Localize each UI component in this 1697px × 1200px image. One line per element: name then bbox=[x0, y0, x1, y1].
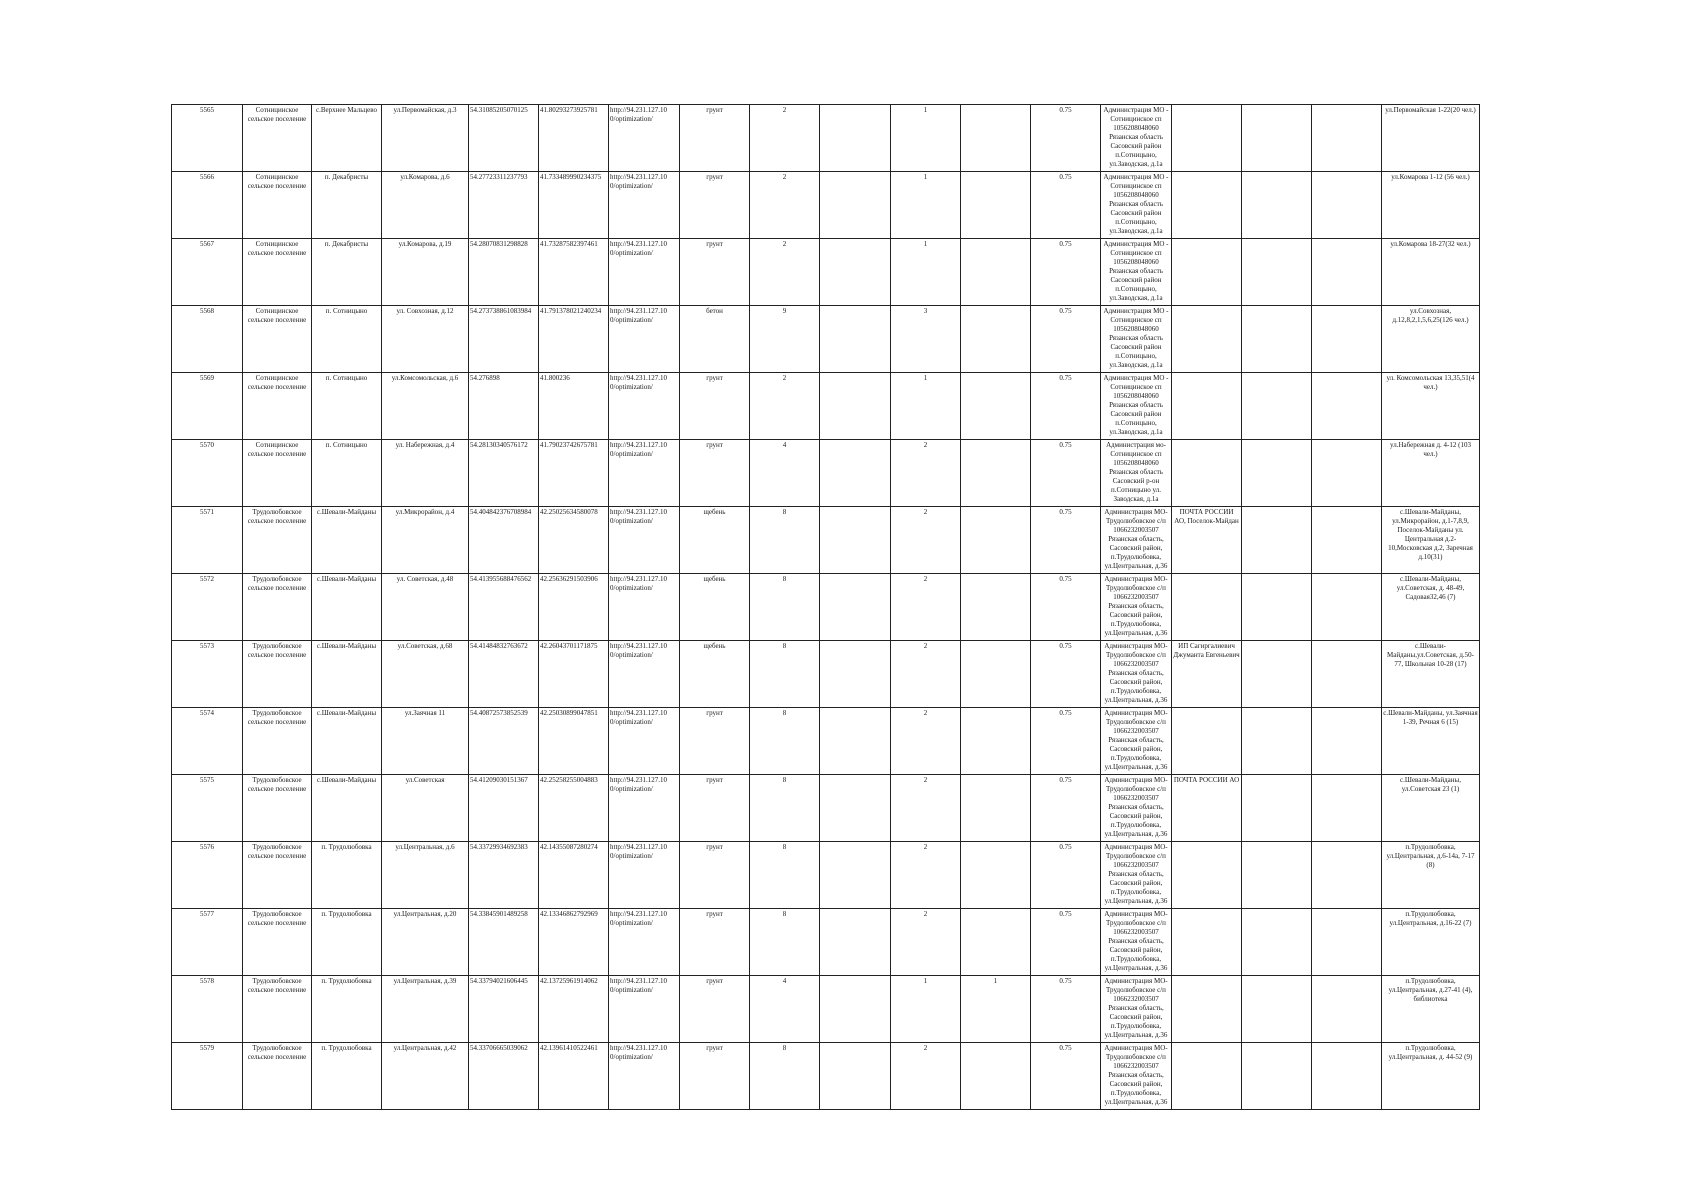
latitude-cell: 54.27723311237793 bbox=[469, 172, 539, 239]
table-body bbox=[172, 105, 1480, 1110]
volume-cell: 0.75 bbox=[1031, 775, 1101, 842]
locality-cell: п. Сотницыно bbox=[312, 440, 382, 507]
table-row bbox=[172, 440, 1480, 507]
empty-cell bbox=[820, 842, 891, 909]
empty-cell bbox=[820, 909, 891, 976]
address-cell: ул.Первомайская, д.3 bbox=[382, 105, 469, 172]
area-cell: 8 bbox=[750, 842, 820, 909]
map-link-cell[interactable]: http://94.231.127.10 0/optimization/ bbox=[609, 373, 680, 440]
empty-cell bbox=[1242, 708, 1312, 775]
table-row bbox=[172, 909, 1480, 976]
surface-cell: грунт bbox=[680, 1043, 750, 1110]
settlement-cell: Сотницинское сельское поселение bbox=[243, 440, 312, 507]
organization-cell bbox=[1172, 976, 1242, 1043]
address-cell: ул.Микрорайон, д.4 bbox=[382, 507, 469, 574]
area-cell: 8 bbox=[750, 641, 820, 708]
empty-cell bbox=[1242, 440, 1312, 507]
containers-count-cell: 2 bbox=[891, 641, 961, 708]
row-number: 5579 bbox=[172, 1043, 243, 1110]
extra-count-cell bbox=[961, 775, 1031, 842]
extra-count-cell: 1 bbox=[961, 976, 1031, 1043]
volume-cell: 0.75 bbox=[1031, 842, 1101, 909]
row-number: 5571 bbox=[172, 507, 243, 574]
owner-cell: Администрация МО-Трудолюбовское с/п 1066232003507 Рязанская область, Сасовский район, п.Трудолюбовка, ул.Центральная, д.36 bbox=[1101, 976, 1172, 1043]
address-cell: ул.Советская bbox=[382, 775, 469, 842]
address-cell: ул.Комарова, д.6 bbox=[382, 172, 469, 239]
settlement-cell: Трудолюбовское сельское поселение bbox=[243, 708, 312, 775]
area-cell: 2 bbox=[750, 105, 820, 172]
volume-cell: 0.75 bbox=[1031, 641, 1101, 708]
table-row bbox=[172, 976, 1480, 1043]
locality-cell: п. Декабристы bbox=[312, 239, 382, 306]
settlement-cell: Трудолюбовское сельское поселение bbox=[243, 507, 312, 574]
surface-cell: щебень bbox=[680, 574, 750, 641]
empty-cell bbox=[1242, 641, 1312, 708]
settlement-cell: Сотницинское сельское поселение bbox=[243, 105, 312, 172]
waste-sources-cell: п.Трудолюбовка, ул.Центральная, д.16-22 (7) bbox=[1382, 909, 1480, 976]
surface-cell: грунт bbox=[680, 842, 750, 909]
organization-cell bbox=[1172, 842, 1242, 909]
empty-cell bbox=[1312, 775, 1382, 842]
map-link-cell[interactable]: http://94.231.127.10 0/optimization/ bbox=[609, 105, 680, 172]
map-link-cell[interactable]: http://94.231.127.10 0/optimization/ bbox=[609, 172, 680, 239]
owner-cell: Администрация МО-Трудолюбовское с/п 1066232003507 Рязанская область, Сасовский район, п.Трудолюбовка, ул.Центральная, д.36 bbox=[1101, 507, 1172, 574]
waste-sources-cell: ул.Совхозная, д.12,8,2,1,5,6,25(126 чел.) bbox=[1382, 306, 1480, 373]
waste-sources-cell: ул. Комсомольская 13,35,51(4 чел.) bbox=[1382, 373, 1480, 440]
table-row bbox=[172, 1043, 1480, 1110]
surface-cell: грунт bbox=[680, 775, 750, 842]
table-row bbox=[172, 172, 1480, 239]
row-number: 5570 bbox=[172, 440, 243, 507]
map-link-cell[interactable]: http://94.231.127.10 0/optimization/ bbox=[609, 1043, 680, 1110]
owner-cell: Администрация МО - Сотницинское сп 1056208048060 Рязанская область Сасовский район п.Сотницыно, ул.Заводская, д.1а bbox=[1101, 172, 1172, 239]
owner-cell: Администрация МО-Трудолюбовское с/п 1066232003507 Рязанская область, Сасовский район, п.Трудолюбовка, ул.Центральная, д.36 bbox=[1101, 708, 1172, 775]
area-cell: 9 bbox=[750, 306, 820, 373]
containers-count-cell: 2 bbox=[891, 574, 961, 641]
row-number: 5574 bbox=[172, 708, 243, 775]
longitude-cell: 41.79023742675781 bbox=[539, 440, 609, 507]
empty-cell bbox=[820, 976, 891, 1043]
latitude-cell: 54.41484832763672 bbox=[469, 641, 539, 708]
waste-sources-cell: с.Шевали-Майданы, ул.Советская 23 (1) bbox=[1382, 775, 1480, 842]
row-number: 5568 bbox=[172, 306, 243, 373]
organization-cell: ПОЧТА РОССИИ АО bbox=[1172, 775, 1242, 842]
extra-count-cell bbox=[961, 105, 1031, 172]
latitude-cell: 54.40872573852539 bbox=[469, 708, 539, 775]
volume-cell: 0.75 bbox=[1031, 976, 1101, 1043]
empty-cell bbox=[1312, 574, 1382, 641]
organization-cell bbox=[1172, 105, 1242, 172]
empty-cell bbox=[1242, 775, 1312, 842]
organization-cell bbox=[1172, 373, 1242, 440]
extra-count-cell bbox=[961, 574, 1031, 641]
locality-cell: п. Трудолюбовка bbox=[312, 976, 382, 1043]
waste-sources-cell: ул.Первомайская 1-22(20 чел.) bbox=[1382, 105, 1480, 172]
latitude-cell: 54.33706665039062 bbox=[469, 1043, 539, 1110]
empty-cell bbox=[1312, 507, 1382, 574]
row-number: 5575 bbox=[172, 775, 243, 842]
area-cell: 8 bbox=[750, 507, 820, 574]
map-link-cell[interactable]: http://94.231.127.10 0/optimization/ bbox=[609, 507, 680, 574]
extra-count-cell bbox=[961, 842, 1031, 909]
area-cell: 8 bbox=[750, 909, 820, 976]
organization-cell bbox=[1172, 574, 1242, 641]
locality-cell: с.Верхнее Мальцево bbox=[312, 105, 382, 172]
containers-count-cell: 1 bbox=[891, 172, 961, 239]
longitude-cell: 41.733489990234375 bbox=[539, 172, 609, 239]
containers-count-cell: 2 bbox=[891, 775, 961, 842]
empty-cell bbox=[1242, 842, 1312, 909]
empty-cell bbox=[1242, 172, 1312, 239]
settlement-cell: Трудолюбовское сельское поселение bbox=[243, 1043, 312, 1110]
empty-cell bbox=[1312, 306, 1382, 373]
settlement-cell: Трудолюбовское сельское поселение bbox=[243, 574, 312, 641]
empty-cell bbox=[1312, 440, 1382, 507]
area-cell: 4 bbox=[750, 440, 820, 507]
volume-cell: 0.75 bbox=[1031, 507, 1101, 574]
empty-cell bbox=[1312, 172, 1382, 239]
volume-cell: 0.75 bbox=[1031, 1043, 1101, 1110]
longitude-cell: 42.13346862792969 bbox=[539, 909, 609, 976]
settlement-cell: Сотницинское сельское поселение bbox=[243, 172, 312, 239]
locality-cell: п. Трудолюбовка bbox=[312, 1043, 382, 1110]
map-link-cell[interactable]: http://94.231.127.10 0/optimization/ bbox=[609, 641, 680, 708]
latitude-cell: 54.33729934692383 bbox=[469, 842, 539, 909]
table-row bbox=[172, 842, 1480, 909]
owner-cell: Администрация МО-Трудолюбовское с/п 1066232003507 Рязанская область, Сасовский район, п.Трудолюбовка, ул.Центральная, д.36 bbox=[1101, 574, 1172, 641]
owner-cell: Администрация МО-Трудолюбовское с/п 1066232003507 Рязанская область, Сасовский район, п.Трудолюбовка, ул.Центральная, д.36 bbox=[1101, 1043, 1172, 1110]
area-cell: 2 bbox=[750, 239, 820, 306]
owner-cell: Администрация мо-Сотницинское сп 1056208048060 Рязанская область Сасовский р-он п.Сотницыно ул. Заводская, д.1а bbox=[1101, 440, 1172, 507]
empty-cell bbox=[1242, 373, 1312, 440]
extra-count-cell bbox=[961, 239, 1031, 306]
map-link-cell[interactable]: http://94.231.127.10 0/optimization/ bbox=[609, 239, 680, 306]
longitude-cell: 41.800236 bbox=[539, 373, 609, 440]
empty-cell bbox=[1242, 909, 1312, 976]
extra-count-cell bbox=[961, 708, 1031, 775]
extra-count-cell bbox=[961, 507, 1031, 574]
address-cell: ул.Заячная 11 bbox=[382, 708, 469, 775]
empty-cell bbox=[820, 1043, 891, 1110]
organization-cell bbox=[1172, 708, 1242, 775]
area-cell: 8 bbox=[750, 1043, 820, 1110]
empty-cell bbox=[1312, 105, 1382, 172]
locality-cell: с.Шевали-Майданы bbox=[312, 708, 382, 775]
latitude-cell: 54.28130340576172 bbox=[469, 440, 539, 507]
table-row bbox=[172, 105, 1480, 172]
latitude-cell: 54.33794021606445 bbox=[469, 976, 539, 1043]
surface-cell: грунт bbox=[680, 239, 750, 306]
extra-count-cell bbox=[961, 909, 1031, 976]
map-link-cell[interactable]: http://94.231.127.10 0/optimization/ bbox=[609, 708, 680, 775]
containers-count-cell: 2 bbox=[891, 440, 961, 507]
volume-cell: 0.75 bbox=[1031, 574, 1101, 641]
registry-table bbox=[171, 104, 1480, 1110]
locality-cell: с.Шевали-Майданы bbox=[312, 507, 382, 574]
surface-cell: грунт bbox=[680, 105, 750, 172]
empty-cell bbox=[1242, 976, 1312, 1043]
organization-cell: ИП Сагиргалиевич Джуманта Евгеньевич bbox=[1172, 641, 1242, 708]
area-cell: 2 bbox=[750, 373, 820, 440]
settlement-cell: Трудолюбовское сельское поселение bbox=[243, 909, 312, 976]
containers-count-cell: 1 bbox=[891, 373, 961, 440]
latitude-cell: 54.276898 bbox=[469, 373, 539, 440]
empty-cell bbox=[820, 105, 891, 172]
locality-cell: п. Декабристы bbox=[312, 172, 382, 239]
locality-cell: с.Шевали-Майданы bbox=[312, 574, 382, 641]
waste-sources-cell: ул.Комарова 1-12 (56 чел.) bbox=[1382, 172, 1480, 239]
longitude-cell: 42.13961410522461 bbox=[539, 1043, 609, 1110]
empty-cell bbox=[820, 641, 891, 708]
row-number: 5567 bbox=[172, 239, 243, 306]
empty-cell bbox=[820, 172, 891, 239]
empty-cell bbox=[1242, 574, 1312, 641]
volume-cell: 0.75 bbox=[1031, 306, 1101, 373]
volume-cell: 0.75 bbox=[1031, 909, 1101, 976]
settlement-cell: Трудолюбовское сельское поселение bbox=[243, 775, 312, 842]
latitude-cell: 54.273738861083984 bbox=[469, 306, 539, 373]
latitude-cell: 54.31085205070125 bbox=[469, 105, 539, 172]
empty-cell bbox=[1312, 842, 1382, 909]
longitude-cell: 41.80293273925781 bbox=[539, 105, 609, 172]
extra-count-cell bbox=[961, 172, 1031, 239]
latitude-cell: 54.404842376708984 bbox=[469, 507, 539, 574]
extra-count-cell bbox=[961, 373, 1031, 440]
empty-cell bbox=[820, 708, 891, 775]
organization-cell bbox=[1172, 239, 1242, 306]
address-cell: ул.Центральная, д.39 bbox=[382, 976, 469, 1043]
map-link-cell[interactable]: http://94.231.127.10 0/optimization/ bbox=[609, 440, 680, 507]
containers-count-cell: 1 bbox=[891, 239, 961, 306]
surface-cell: грунт bbox=[680, 373, 750, 440]
waste-sources-cell: ул.Набережная д. 4-12 (103 чел.) bbox=[1382, 440, 1480, 507]
longitude-cell: 42.13725961914062 bbox=[539, 976, 609, 1043]
locality-cell: п. Трудолюбовка bbox=[312, 909, 382, 976]
organization-cell bbox=[1172, 172, 1242, 239]
organization-cell bbox=[1172, 909, 1242, 976]
address-cell: ул.Комсомольская, д.6 bbox=[382, 373, 469, 440]
surface-cell: грунт bbox=[680, 172, 750, 239]
settlement-cell: Сотницинское сельское поселение bbox=[243, 306, 312, 373]
settlement-cell: Трудолюбовское сельское поселение bbox=[243, 641, 312, 708]
area-cell: 8 bbox=[750, 574, 820, 641]
volume-cell: 0.75 bbox=[1031, 440, 1101, 507]
table-row bbox=[172, 239, 1480, 306]
containers-count-cell: 2 bbox=[891, 1043, 961, 1110]
surface-cell: грунт bbox=[680, 708, 750, 775]
containers-count-cell: 2 bbox=[891, 708, 961, 775]
row-number: 5577 bbox=[172, 909, 243, 976]
address-cell: ул. Совхозная, д.12 bbox=[382, 306, 469, 373]
latitude-cell: 54.413955688476562 bbox=[469, 574, 539, 641]
surface-cell: щебень bbox=[680, 507, 750, 574]
owner-cell: Администрация МО - Сотницинское сп 1056208048060 Рязанская область Сасовский район п.Сотницыно, ул.Заводская, д.1а bbox=[1101, 306, 1172, 373]
containers-count-cell: 1 bbox=[891, 105, 961, 172]
address-cell: ул. Советская, д.48 bbox=[382, 574, 469, 641]
empty-cell bbox=[1242, 306, 1312, 373]
table-row bbox=[172, 574, 1480, 641]
volume-cell: 0.75 bbox=[1031, 708, 1101, 775]
locality-cell: п. Трудолюбовка bbox=[312, 842, 382, 909]
latitude-cell: 54.41209030151367 bbox=[469, 775, 539, 842]
volume-cell: 0.75 bbox=[1031, 373, 1101, 440]
empty-cell bbox=[1312, 909, 1382, 976]
containers-count-cell: 1 bbox=[891, 976, 961, 1043]
empty-cell bbox=[820, 507, 891, 574]
surface-cell: щебень bbox=[680, 641, 750, 708]
containers-count-cell: 3 bbox=[891, 306, 961, 373]
waste-sources-cell: п.Трудолюбовка, ул.Центральная, д.6-14а, 7-17 (8) bbox=[1382, 842, 1480, 909]
waste-sources-cell: п.Трудолюбовка, ул.Центральная, д. 44-52 (9) bbox=[1382, 1043, 1480, 1110]
extra-count-cell bbox=[961, 641, 1031, 708]
map-link-cell[interactable]: http://94.231.127.10 0/optimization/ bbox=[609, 842, 680, 909]
empty-cell bbox=[820, 574, 891, 641]
settlement-cell: Сотницинское сельское поселение bbox=[243, 373, 312, 440]
empty-cell bbox=[1242, 1043, 1312, 1110]
table-row bbox=[172, 373, 1480, 440]
empty-cell bbox=[1312, 708, 1382, 775]
empty-cell bbox=[820, 373, 891, 440]
owner-cell: Администрация МО - Сотницинское сп 1056208048060 Рязанская область Сасовский район п.Сотницыно, ул.Заводская, д.1а bbox=[1101, 239, 1172, 306]
empty-cell bbox=[820, 239, 891, 306]
volume-cell: 0.75 bbox=[1031, 105, 1101, 172]
settlement-cell: Сотницинское сельское поселение bbox=[243, 239, 312, 306]
row-number: 5565 bbox=[172, 105, 243, 172]
row-number: 5572 bbox=[172, 574, 243, 641]
owner-cell: Администрация МО - Сотницинское сп 1056208048060 Рязанская область Сасовский район п.Сотницыно, ул.Заводская, д.1а bbox=[1101, 373, 1172, 440]
area-cell: 2 bbox=[750, 172, 820, 239]
empty-cell bbox=[1312, 373, 1382, 440]
empty-cell bbox=[1242, 239, 1312, 306]
waste-sources-cell: ул.Комарова 18-27(32 чел.) bbox=[1382, 239, 1480, 306]
empty-cell bbox=[820, 440, 891, 507]
extra-count-cell bbox=[961, 306, 1031, 373]
area-cell: 8 bbox=[750, 775, 820, 842]
longitude-cell: 42.14355087280274 bbox=[539, 842, 609, 909]
longitude-cell: 42.25636291503906 bbox=[539, 574, 609, 641]
empty-cell bbox=[1312, 641, 1382, 708]
map-link-cell[interactable]: http://94.231.127.10 0/optimization/ bbox=[609, 909, 680, 976]
waste-sources-cell: п.Трудолюбовка, ул.Центральная, д.27-41 (4), библиотека bbox=[1382, 976, 1480, 1043]
locality-cell: с.Шевали-Майданы bbox=[312, 775, 382, 842]
empty-cell bbox=[1242, 105, 1312, 172]
empty-cell bbox=[1312, 239, 1382, 306]
row-number: 5569 bbox=[172, 373, 243, 440]
longitude-cell: 41.791378021240234 bbox=[539, 306, 609, 373]
longitude-cell: 41.73287582397461 bbox=[539, 239, 609, 306]
row-number: 5576 bbox=[172, 842, 243, 909]
address-cell: ул. Набережная, д.4 bbox=[382, 440, 469, 507]
registry-table-sheet bbox=[171, 104, 1480, 1110]
surface-cell: грунт bbox=[680, 909, 750, 976]
table-row bbox=[172, 306, 1480, 373]
owner-cell: Администрация МО-Трудолюбовское с/п 1066232003507 Рязанская область, Сасовский район, п.Трудолюбовка, ул.Центральная, д.36 bbox=[1101, 909, 1172, 976]
row-number: 5566 bbox=[172, 172, 243, 239]
address-cell: ул.Центральная, д.6 bbox=[382, 842, 469, 909]
extra-count-cell bbox=[961, 1043, 1031, 1110]
locality-cell: п. Сотницыно bbox=[312, 306, 382, 373]
volume-cell: 0.75 bbox=[1031, 239, 1101, 306]
longitude-cell: 42.26043701171875 bbox=[539, 641, 609, 708]
area-cell: 8 bbox=[750, 708, 820, 775]
map-link-cell[interactable]: http://94.231.127.10 0/optimization/ bbox=[609, 574, 680, 641]
map-link-cell[interactable]: http://94.231.127.10 0/optimization/ bbox=[609, 976, 680, 1043]
longitude-cell: 42.25030899047851 bbox=[539, 708, 609, 775]
waste-sources-cell: с.Шевали-Майданы, ул.Заячная 1-39, Речная 6 (15) bbox=[1382, 708, 1480, 775]
owner-cell: Администрация МО-Трудолюбовское с/п 1066232003507 Рязанская область, Сасовский район, п.Трудолюбовка, ул.Центральная, д.36 bbox=[1101, 641, 1172, 708]
table-row bbox=[172, 775, 1480, 842]
surface-cell: грунт bbox=[680, 976, 750, 1043]
organization-cell bbox=[1172, 440, 1242, 507]
owner-cell: Администрация МО-Трудолюбовское с/п 1066232003507 Рязанская область, Сасовский район, п.Трудолюбовка, ул.Центральная, д.36 bbox=[1101, 775, 1172, 842]
empty-cell bbox=[1312, 976, 1382, 1043]
surface-cell: бетон bbox=[680, 306, 750, 373]
address-cell: ул.Комарова, д.19 bbox=[382, 239, 469, 306]
table-row bbox=[172, 708, 1480, 775]
row-number: 5578 bbox=[172, 976, 243, 1043]
owner-cell: Администрация МО - Сотницинское сп 1056208048060 Рязанская область Сасовский район п.Сотницыно, ул.Заводская, д.1а bbox=[1101, 105, 1172, 172]
table-row bbox=[172, 507, 1480, 574]
row-number: 5573 bbox=[172, 641, 243, 708]
settlement-cell: Трудолюбовское сельское поселение bbox=[243, 976, 312, 1043]
longitude-cell: 42.25258255004883 bbox=[539, 775, 609, 842]
address-cell: ул.Советская, д.68 bbox=[382, 641, 469, 708]
volume-cell: 0.75 bbox=[1031, 172, 1101, 239]
empty-cell bbox=[820, 306, 891, 373]
map-link-cell[interactable]: http://94.231.127.10 0/optimization/ bbox=[609, 775, 680, 842]
latitude-cell: 54.33845901489258 bbox=[469, 909, 539, 976]
empty-cell bbox=[820, 775, 891, 842]
waste-sources-cell: с.Шевали-Майданы, ул.Микрорайон, д.1-7,8,9, Поселок-Майданы ул. Центральная д.2-10,Московская д.2, Заречная д.10(31) bbox=[1382, 507, 1480, 574]
empty-cell bbox=[1312, 1043, 1382, 1110]
address-cell: ул.Центральная, д.42 bbox=[382, 1043, 469, 1110]
surface-cell: грунт bbox=[680, 440, 750, 507]
organization-cell bbox=[1172, 306, 1242, 373]
locality-cell: п. Сотницыно bbox=[312, 373, 382, 440]
containers-count-cell: 2 bbox=[891, 507, 961, 574]
locality-cell: с.Шевали-Майданы bbox=[312, 641, 382, 708]
containers-count-cell: 2 bbox=[891, 842, 961, 909]
latitude-cell: 54.28070831298828 bbox=[469, 239, 539, 306]
waste-sources-cell: с.Шевали-Майданы,ул.Советская, д.50-77, Школьная 10-28 (17) bbox=[1382, 641, 1480, 708]
organization-cell: ПОЧТА РОССИИ АО, Поселок-Майдан bbox=[1172, 507, 1242, 574]
owner-cell: Администрация МО-Трудолюбовское с/п 1066232003507 Рязанская область, Сасовский район, п.Трудолюбовка, ул.Центральная, д.36 bbox=[1101, 842, 1172, 909]
extra-count-cell bbox=[961, 440, 1031, 507]
containers-count-cell: 2 bbox=[891, 909, 961, 976]
table-row bbox=[172, 641, 1480, 708]
settlement-cell: Трудолюбовское сельское поселение bbox=[243, 842, 312, 909]
area-cell: 4 bbox=[750, 976, 820, 1043]
waste-sources-cell: с.Шевали-Майданы, ул.Советская, д. 48-49, Садовая32,46 (7) bbox=[1382, 574, 1480, 641]
address-cell: ул.Центральная, д.20 bbox=[382, 909, 469, 976]
organization-cell bbox=[1172, 1043, 1242, 1110]
map-link-cell[interactable]: http://94.231.127.10 0/optimization/ bbox=[609, 306, 680, 373]
empty-cell bbox=[1242, 507, 1312, 574]
longitude-cell: 42.25025634580078 bbox=[539, 507, 609, 574]
